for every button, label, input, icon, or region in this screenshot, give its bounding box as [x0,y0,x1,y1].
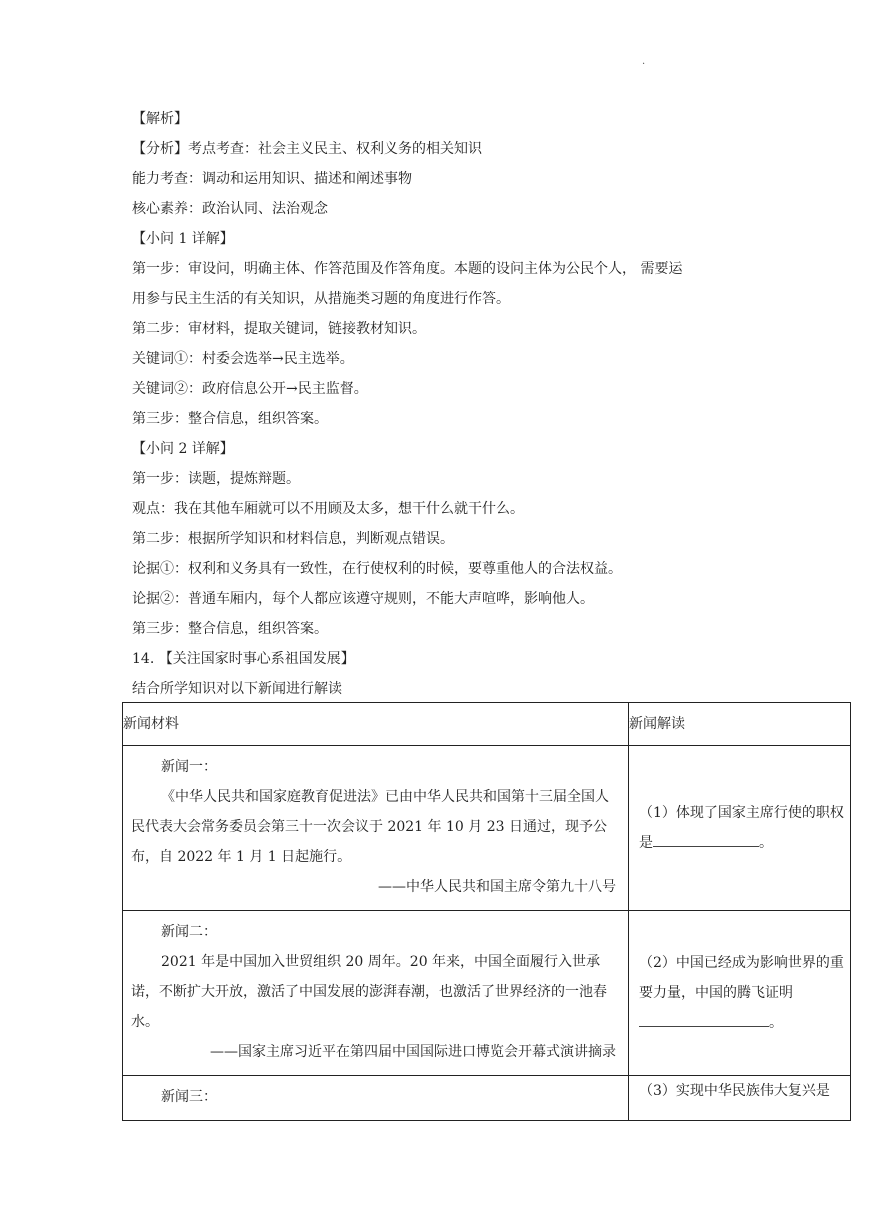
news2-body: 2021 年是中国加入世贸组织 20 周年。20 年来，中国全面履行入世承诺，不断扩大开放，激活了中国发展的澎湃春潮，也激活了世界经济的一池春水。 [131,954,607,1030]
text-line: 【分析】考点考查：社会主义民主、权利义务的相关知识 [132,141,482,157]
text-line: 能力考查：调动和运用知识、描述和阐述事物 [132,171,412,187]
header-news-interpretation: 新闻解读 [629,703,851,746]
table-row-news2 [123,911,851,1076]
text-line: 论据②：普通车厢内，每个人都应该遵守规则，不能大声喧哗，影响他人。 [132,591,594,607]
text-line: 第三步：整合信息，组织答案。 [132,411,328,427]
news1-material [123,746,629,911]
news2-answer-end: 。 [769,1015,783,1031]
analysis-text [132,104,772,704]
news3-answer [629,1076,851,1121]
news1-answer [629,746,851,911]
news2-source: ——国家主席习近平在第四届中国国际进口博览会开幕式演讲摘录 [210,1044,616,1060]
header-news-material: 新闻材料 [123,703,629,746]
answer-blank-2[interactable] [639,1010,769,1027]
text-line: 观点：我在其他车厢就可以不用顾及太多，想干什么就干什么。 [132,501,524,517]
table-row-news1 [123,746,851,911]
header-mark: . [642,56,646,67]
text-line: 第一步：审设问，明确主体、作答范围及作答角度。本题的设问主体为公民个人， 需要运 [132,261,683,277]
text-line: 用参与民主生活的有关知识，从措施类习题的角度进行作答。 [132,291,510,307]
text-line: 【解析】 [132,111,188,127]
news1-source: ——中华人民共和国主席令第九十八号 [378,879,616,895]
news3-answer-text: （3）实现中华民族伟大复兴是 [639,1083,830,1099]
news-table [122,702,851,1121]
news1-answer-end: 。 [759,835,773,851]
table-row-news3 [123,1076,851,1121]
news1-body: 《中华人民共和国家庭教育促进法》已由中华人民共和国第十三届全国人民代表大会常务委员会第三十一次会议于 2021 年 10 月 23 日通过，现予公布，自 2022 年 1 月 1 日起施行。 [131,789,609,865]
table-header-row [123,703,851,746]
news1-title: 新闻一： [161,759,217,775]
text-line: 关键词①：村委会选举→民主选举。 [132,351,354,367]
news3-material [123,1076,629,1121]
news2-material [123,911,629,1076]
text-line: 【小问 1 详解】 [132,231,234,247]
text-line: 第一步：读题，提炼辩题。 [132,471,300,487]
text-line: 【小问 2 详解】 [132,441,234,457]
answer-blank-1[interactable] [653,830,759,847]
text-line: 论据①：权利和义务具有一致性，在行使权利的时候，要尊重他人的合法权益。 [132,561,622,577]
text-line: 关键词②：政府信息公开→民主监督。 [132,381,368,397]
news3-title: 新闻三： [161,1089,217,1105]
text-line: 第二步：审材料，提取关键词，链接教材知识。 [132,321,426,337]
text-line: 第三步：整合信息，组织答案。 [132,621,328,637]
news2-title: 新闻二： [161,924,217,940]
text-line: 核心素养：政治认同、法治观念 [132,201,328,217]
text-line: 第二步：根据所学知识和材料信息，判断观点错误。 [132,531,454,547]
question-instruction: 结合所学知识对以下新闻进行解读 [132,681,342,697]
news2-answer [629,911,851,1076]
news2-answer-text: （2）中国已经成为影响世界的重要力量，中国的腾飞证明 [639,955,844,1001]
question-title: 14. 【关注国家时事心系祖国发展】 [132,651,355,667]
news1-answer-text: （1）体现了国家主席行使的职权是 [639,805,844,851]
